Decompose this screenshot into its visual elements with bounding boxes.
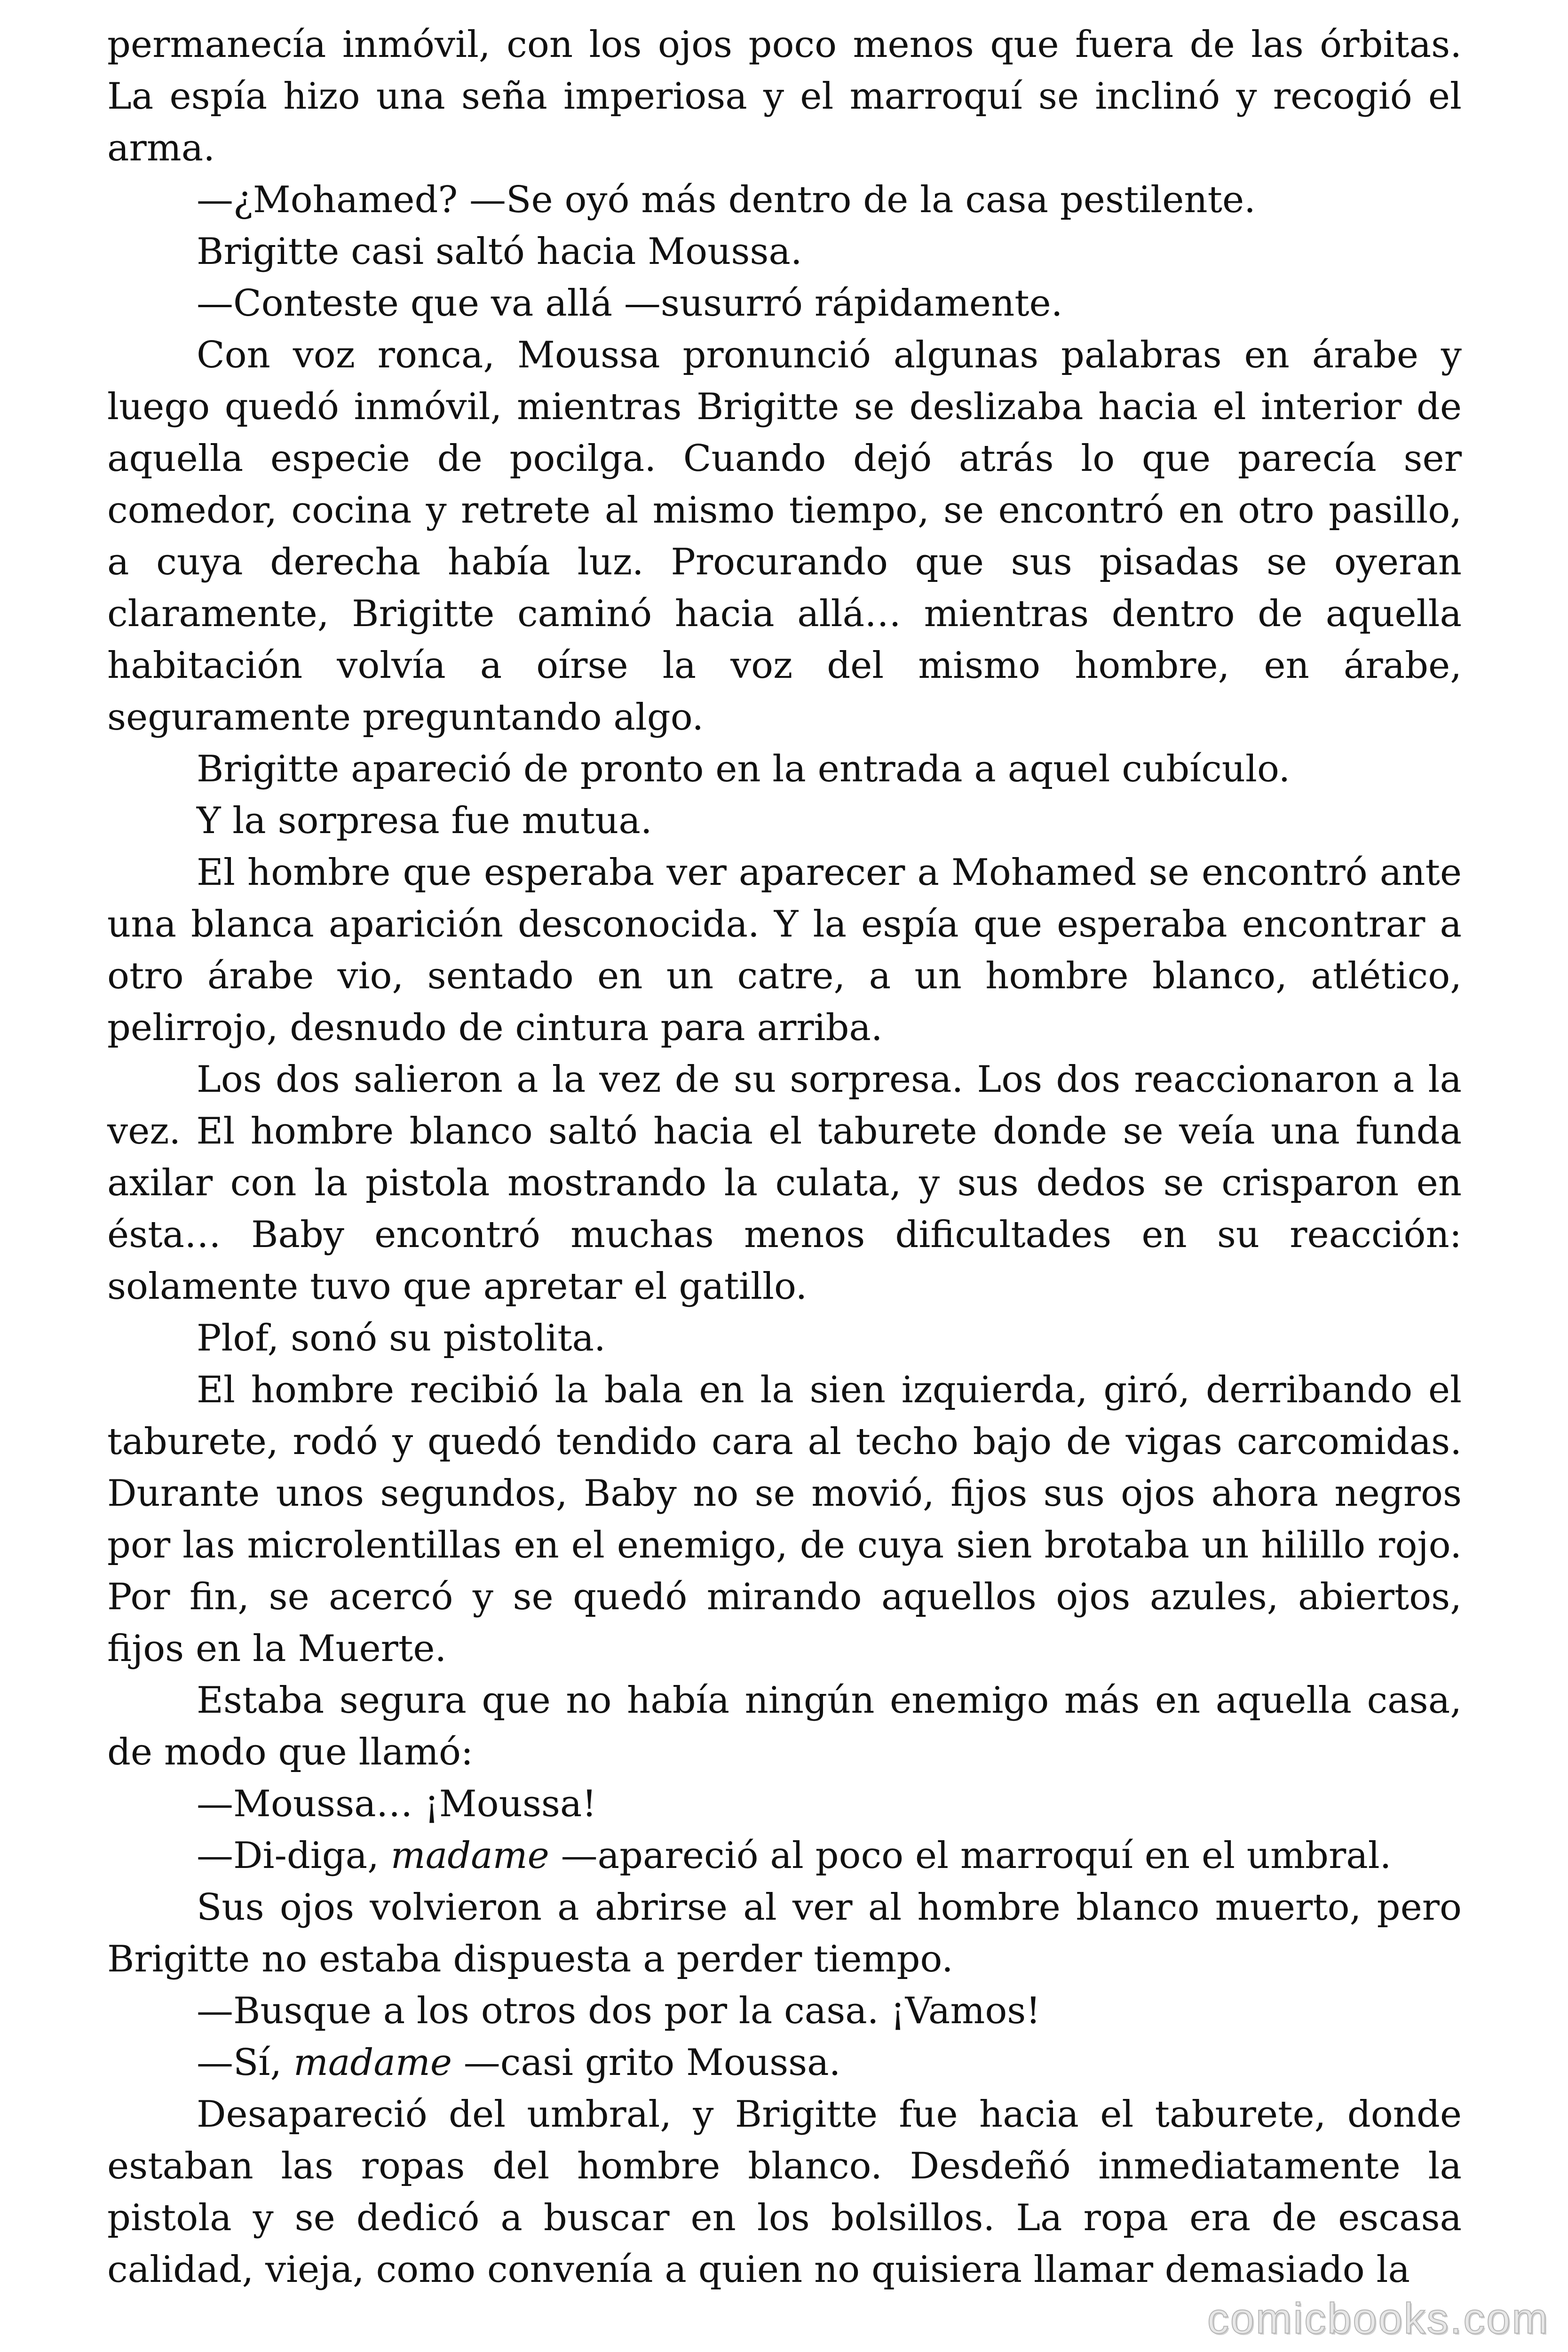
text-run: El hombre que esperaba ver aparecer a Mohamed se encontró ante una blanca aparición desconocida. Y la espía que esperaba encontrar a otro árabe vio, sentado en un catre, a un hombre blanco, atlético, pelirrojo, desnudo de cintura para arriba. [107,851,1462,1049]
paragraph [107,278,1462,329]
text-run: Desapareció del umbral, y Brigitte fue hacia el taburete, donde estaban las ropas del hombre blanco. Desdeñó inmediatamente la pistola y se dedicó a buscar en los bolsillos. La ropa era de escasa calidad, vieja, como convenía a quien no quisiera llamar demasiado la [107,2093,1462,2291]
paragraph [107,226,1462,278]
text-run: Brigitte casi saltó hacia Moussa. [197,230,802,273]
text-run: —Conteste que va allá —susurró rápidamente. [197,282,1063,325]
paragraph [107,1985,1462,2037]
paragraph [107,174,1462,226]
text-run: Y la sorpresa fue mutua. [197,800,652,842]
paragraph [107,1364,1462,1675]
text-run: —Di-diga, [197,1835,391,1877]
text-run: —¿Mohamed? —Se oyó más dentro de la casa pestilente. [197,179,1256,221]
paragraph [107,2037,1462,2089]
text-run: Con voz ronca, Moussa pronunció algunas palabras en árabe y luego quedó inmóvil, mientras Brigitte se deslizaba hacia el interior de aquella especie de pocilga. Cuando dejó atrás lo que parecía ser comedor, cocina y retrete al mismo tiempo, se encontró en otro pasillo, a cuya derecha había luz. Procurando que sus pisadas se oyeran claramente, Brigitte caminó hacia allá… mientras dentro de aquella habitación volvía a oírse la voz del mismo hombre, en árabe, seguramente preguntando algo. [107,334,1462,739]
text-run: El hombre recibió la bala en la sien izquierda, giró, derribando el taburete, rodó y quedó tendido cara al techo bajo de vigas carcomidas. Durante unos segundos, Baby no se movió, fijos sus ojos ahora negros por las microlentillas en el enemigo, de cuya sien brotaba un hilillo rojo. Por fin, se acercó y se quedó mirando aquellos ojos azules, abiertos, fijos en la Muerte. [107,1369,1462,1670]
paragraph [107,1778,1462,1830]
paragraph [107,19,1462,174]
text-run: —casi grito Moussa. [452,2042,841,2084]
paragraph [107,1882,1462,1985]
paragraph [107,1830,1462,1882]
text-run: —Moussa… ¡Moussa! [197,1783,597,1825]
paragraph [107,847,1462,1054]
paragraph [107,329,1462,743]
book-page [107,19,1462,2296]
text-run: —Sí, [197,2042,293,2084]
paragraph [107,1054,1462,1312]
italic-text: madame [293,2042,452,2084]
text-run: permanecía inmóvil, con los ojos poco menos que fuera de las órbitas. La espía hizo una seña imperiosa y el marroquí se inclinó y recogió el arma. [107,24,1462,169]
text-run: —apareció al poco el marroquí en el umbral. [549,1835,1392,1877]
italic-text: madame [390,1835,549,1877]
text-run: Plof, sonó su pistolita. [197,1317,606,1359]
text-run: Sus ojos volvieron a abrirse al ver al hombre blanco muerto, pero Brigitte no estaba dispuesta a perder tiempo. [107,1886,1462,1980]
paragraph [107,2089,1462,2296]
text-run: Los dos salieron a la vez de su sorpresa. Los dos reaccionaron a la vez. El hombre blanco saltó hacia el taburete donde se veía una funda axilar con la pistola mostrando la culata, y sus dedos se crisparon en ésta… Baby encontró muchas menos dificultades en su reacción: solamente tuvo que apretar el gatillo. [107,1058,1462,1308]
paragraph [107,743,1462,795]
text-run: —Busque a los otros dos por la casa. ¡Vamos! [197,1990,1041,2032]
paragraph [107,1312,1462,1364]
text-run: Brigitte apareció de pronto en la entrada a aquel cubículo. [197,748,1291,790]
paragraph [107,795,1462,847]
paragraph [107,1675,1462,1778]
watermark: comicbooks.com [1207,2295,1549,2343]
text-run: Estaba segura que no había ningún enemigo más en aquella casa, de modo que llamó: [107,1679,1462,1773]
body-text [107,19,1462,2296]
